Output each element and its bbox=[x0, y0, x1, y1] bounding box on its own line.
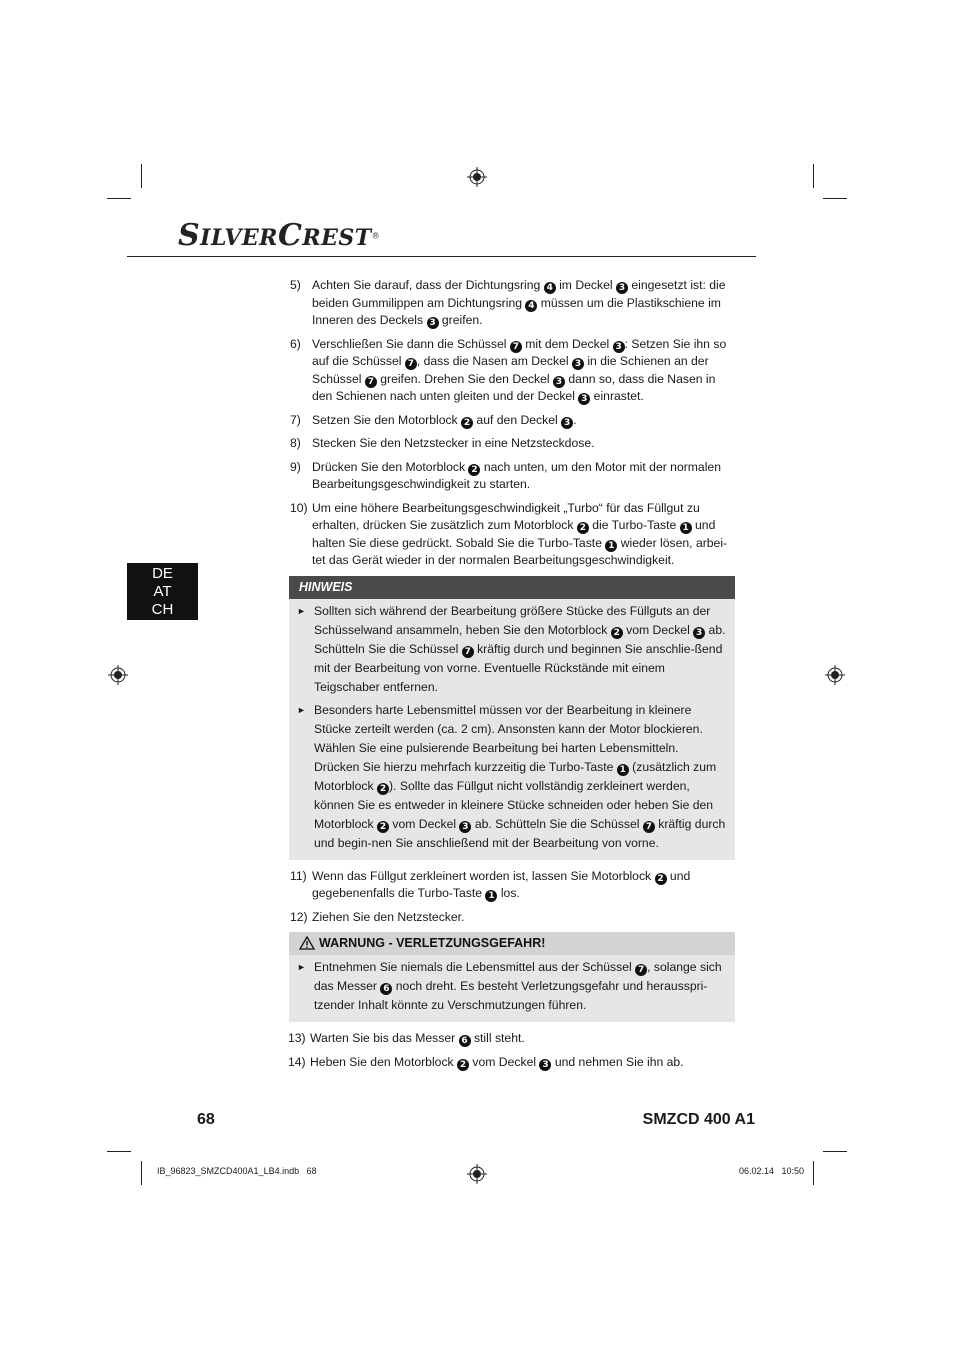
part-number-badge: 3 bbox=[572, 358, 584, 370]
step-text: Achten Sie darauf, dass der Dichtungsring bbox=[312, 278, 544, 292]
step-text: los. bbox=[497, 886, 520, 900]
step-text: kräftig durch und begin-nen Sie anschließend mit der Bearbeitung von vorne. bbox=[314, 816, 726, 850]
step-text: Sollten sich während der Bearbeitung größere Stücke des Füllguts an der Schüsselwand ansammeln, heben Sie den Motorblock bbox=[314, 603, 711, 637]
slug-date: 06.02.14 10:50 bbox=[738, 1166, 804, 1176]
arrow-bullet-icon: ► bbox=[297, 962, 306, 972]
part-number-badge: 3 bbox=[616, 282, 628, 294]
slug-file: IB_96823_SMZCD400A1_LB4.indb 68 bbox=[157, 1166, 317, 1176]
step-text: vom Deckel bbox=[622, 622, 694, 637]
step-item bbox=[287, 435, 735, 453]
step-text: und halten Sie diese gedrückt. Sobald Sie die Turbo-Taste bbox=[312, 518, 716, 550]
part-number-badge: 2 bbox=[457, 1059, 469, 1071]
step-text: ab. Schütteln Sie die Schüssel bbox=[471, 816, 643, 831]
crop-mark bbox=[813, 164, 814, 188]
note-body bbox=[289, 599, 735, 860]
steps-list-3 bbox=[285, 1030, 735, 1071]
step-text: , dass die Nasen am Deckel bbox=[416, 354, 572, 368]
part-number-badge: 2 bbox=[468, 464, 480, 476]
part-number-badge: 4 bbox=[544, 282, 556, 294]
crop-mark bbox=[141, 164, 142, 188]
registration-mark-icon bbox=[467, 167, 487, 187]
step-number: 5) bbox=[290, 278, 301, 292]
part-number-badge: 3 bbox=[578, 393, 590, 405]
part-number-badge: 7 bbox=[365, 376, 377, 388]
step-text: und gegebenenfalls die Turbo-Taste bbox=[312, 868, 691, 900]
step-text: Wenn das Füllgut zerkleinert worden ist, lassen Sie Motorblock bbox=[312, 868, 655, 883]
part-number-badge: 6 bbox=[459, 1035, 471, 1047]
arrow-bullet-icon: ► bbox=[297, 704, 306, 715]
part-number-badge: 2 bbox=[577, 522, 589, 534]
part-number-badge: 3 bbox=[693, 627, 705, 639]
step-text: eingesetzt ist: die beiden Gummilippen am Dichtungsring bbox=[312, 278, 726, 310]
step-text: Ziehen Sie den Netzstecker. bbox=[312, 909, 465, 924]
crop-mark bbox=[141, 1161, 142, 1185]
step-text: müssen um die Plastikschiene im Inneren des Deckels bbox=[312, 295, 721, 327]
step-text: : Setzen Sie ihn so auf die Schüssel bbox=[312, 336, 727, 368]
language-tab bbox=[127, 563, 198, 620]
part-number-badge: 2 bbox=[461, 417, 473, 429]
crop-mark bbox=[107, 198, 131, 199]
lang-ch: CH bbox=[151, 601, 174, 618]
step-text: . bbox=[573, 412, 577, 427]
header-rule bbox=[127, 256, 756, 257]
lang-de: DE bbox=[152, 565, 173, 582]
step-number: 12) bbox=[290, 909, 308, 924]
step-text: und nehmen Sie ihn ab. bbox=[551, 1054, 684, 1069]
step-text: kräftig durch und beginnen Sie anschlie-ßend mit der Bearbeitung von vorne. Eventuelle Rückstände mit einem Teigschaber entfernen. bbox=[314, 641, 723, 694]
step-text: mit dem Deckel bbox=[521, 336, 613, 351]
bullet-item bbox=[297, 958, 727, 1015]
note-box bbox=[289, 576, 735, 860]
step-number: 14) bbox=[288, 1054, 306, 1069]
step-text: die Turbo-Taste bbox=[588, 518, 680, 532]
step-text: auf den Deckel bbox=[473, 412, 562, 427]
arrow-bullet-icon: ► bbox=[297, 605, 306, 616]
step-text: Entnehmen Sie niemals die Lebensmittel aus der Schüssel bbox=[314, 960, 636, 974]
part-number-badge: 7 bbox=[462, 646, 474, 658]
part-number-badge: 7 bbox=[510, 341, 522, 353]
step-text: ab. Schütteln Sie die Schüssel bbox=[314, 622, 726, 656]
crop-mark bbox=[823, 1151, 847, 1152]
step-item bbox=[287, 459, 735, 494]
part-number-badge: 3 bbox=[553, 376, 565, 388]
note-title: HINWEIS bbox=[289, 576, 735, 599]
step-text: Um eine höhere Bearbeitungsgeschwindigkeit „Turbo“ für das Füllgut zu erhalten, drücken Sie zusätzlich zum Motorblock bbox=[312, 500, 700, 532]
part-number-badge: 3 bbox=[561, 417, 573, 429]
step-text: Verschließen Sie dann die Schüssel bbox=[312, 336, 510, 351]
step-item bbox=[285, 1054, 735, 1072]
crop-mark bbox=[823, 198, 847, 199]
part-number-badge: 1 bbox=[617, 764, 629, 776]
step-text: einrastet. bbox=[590, 389, 644, 403]
lang-at: AT bbox=[153, 583, 172, 600]
step-number: 10) bbox=[290, 500, 308, 515]
step-text: (zusätzlich zum Motorblock bbox=[314, 759, 717, 793]
part-number-badge: 7 bbox=[643, 821, 655, 833]
step-number: 11) bbox=[290, 868, 307, 883]
part-number-badge: 2 bbox=[655, 873, 667, 885]
part-number-badge: 7 bbox=[635, 964, 647, 976]
step-number: 9) bbox=[290, 459, 301, 474]
step-text: still steht. bbox=[470, 1031, 525, 1045]
step-text: , solange sich das Messer bbox=[314, 960, 722, 993]
step-text: Setzen Sie den Motorblock bbox=[312, 412, 462, 427]
step-number: 6) bbox=[290, 336, 301, 351]
step-number: 7) bbox=[290, 412, 301, 427]
step-text: Warten Sie bis das Messer bbox=[310, 1031, 459, 1045]
step-item bbox=[287, 909, 735, 927]
step-text: wieder lösen, arbei-tet das Gerät wieder in der normalen Bearbeitungsgeschwindigkeit. bbox=[312, 535, 728, 567]
part-number-badge: 2 bbox=[377, 783, 389, 795]
step-text: Drücken Sie den Motorblock bbox=[312, 459, 469, 474]
warning-box bbox=[289, 932, 735, 1022]
step-item bbox=[287, 412, 735, 430]
step-item bbox=[285, 1030, 735, 1048]
step-item bbox=[287, 500, 735, 570]
warning-body bbox=[289, 955, 735, 1022]
step-text: ). Sollte das Füllgut nicht vollständig zerkleinert werden, können Sie es entweder in kleinere Stücke schneiden oder heben Sie den Motorblock bbox=[314, 778, 714, 831]
step-item bbox=[287, 868, 735, 903]
part-number-badge: 2 bbox=[377, 821, 389, 833]
part-number-badge: 2 bbox=[611, 627, 623, 639]
step-text: im Deckel bbox=[555, 278, 616, 292]
part-number-badge: 3 bbox=[459, 821, 471, 833]
part-number-badge: 3 bbox=[427, 317, 439, 329]
step-text: dann so, dass die Nasen in den Schienen nach unten gleiten und der Deckel bbox=[312, 371, 716, 403]
part-number-badge: 1 bbox=[485, 890, 497, 902]
crop-mark bbox=[813, 1161, 814, 1185]
part-number-badge: 1 bbox=[605, 540, 617, 552]
step-item bbox=[287, 336, 735, 406]
step-text: Besonders harte Lebensmittel müssen vor der Bearbeitung in kleinere Stücke zerteilt werden (ca. 2 cm). Ansonsten kann der Motor blockieren. Wählen Sie eine pulsierende Bearbeitung bei harten Lebensmitteln. Drücken Sie hierzu mehrfach kurzzeitig die Turbo-Taste bbox=[314, 702, 703, 774]
warning-title: WARNUNG - VERLETZUNGSGEFAHR! bbox=[319, 936, 546, 950]
silvercrest-logo: SILVERCREST® bbox=[178, 218, 381, 253]
part-number-badge: 4 bbox=[525, 300, 537, 312]
bullet-item bbox=[297, 602, 727, 697]
steps-list bbox=[287, 277, 735, 570]
step-number: 8) bbox=[290, 436, 301, 450]
model-number: SMZCD 400 A1 bbox=[642, 1111, 755, 1128]
step-text: greifen. Drehen Sie den Deckel bbox=[376, 371, 553, 386]
part-number-badge: 3 bbox=[613, 341, 625, 353]
step-text: nach unten, um den Motor mit der normalen Bearbeitungsgeschwindigkeit zu starten. bbox=[312, 459, 721, 491]
step-text: vom Deckel bbox=[389, 816, 460, 831]
page-number: 68 bbox=[197, 1111, 215, 1128]
step-text: Stecken Sie den Netzstecker in eine Netzsteckdose. bbox=[312, 436, 595, 450]
crop-mark bbox=[107, 1151, 131, 1152]
step-text: Heben Sie den Motorblock bbox=[310, 1054, 458, 1069]
registration-mark-icon bbox=[108, 665, 128, 685]
warning-header bbox=[289, 932, 735, 955]
part-number-badge: 6 bbox=[380, 983, 392, 995]
step-text: noch dreht. Es besteht Verletzungsgefahr und herausspri-tzender Inhalt könnte zu Verschmutzungen führen. bbox=[314, 979, 708, 1012]
steps-list-2 bbox=[287, 868, 735, 927]
step-text: greifen. bbox=[438, 313, 483, 327]
instruction-content bbox=[287, 277, 735, 1077]
step-number: 13) bbox=[288, 1031, 306, 1045]
bullet-item bbox=[297, 701, 727, 853]
registration-mark-icon bbox=[825, 665, 845, 685]
part-number-badge: 3 bbox=[539, 1059, 551, 1071]
warning-triangle-icon bbox=[299, 936, 315, 950]
step-text: in die Schienen an der Schüssel bbox=[312, 354, 709, 386]
step-item bbox=[287, 277, 735, 330]
registration-mark-icon bbox=[467, 1164, 487, 1184]
part-number-badge: 1 bbox=[680, 522, 692, 534]
part-number-badge: 7 bbox=[405, 358, 417, 370]
step-text: vom Deckel bbox=[469, 1054, 540, 1069]
